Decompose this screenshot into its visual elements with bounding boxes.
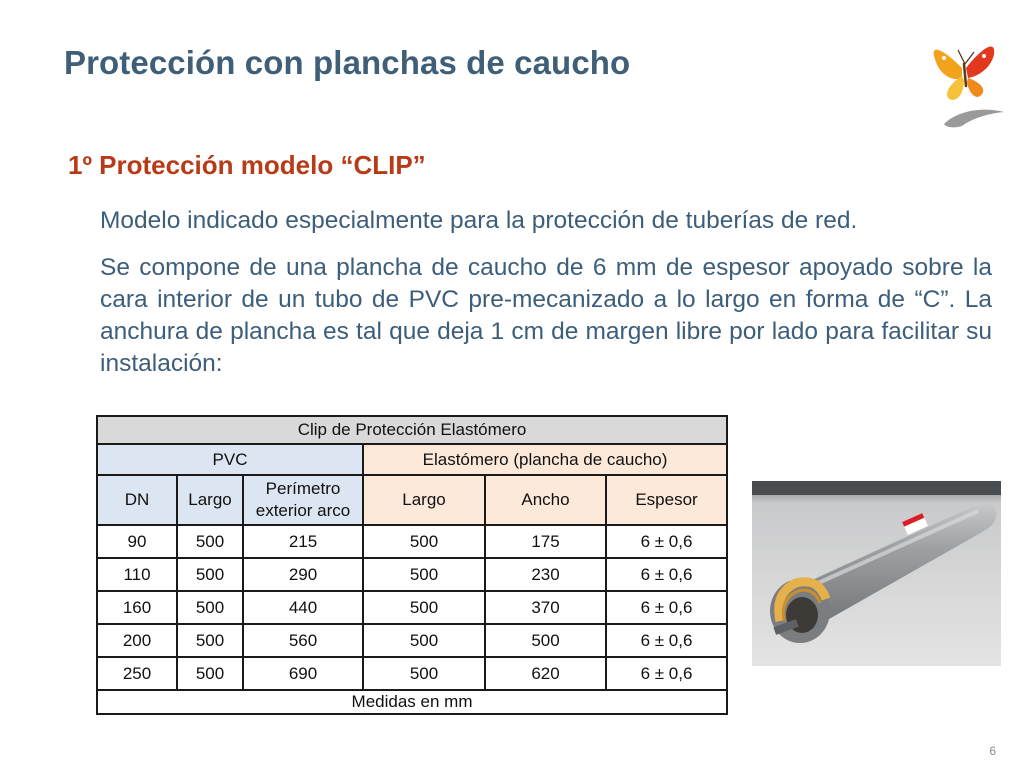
cell-perimetro: 690 bbox=[243, 657, 363, 690]
table-header-row bbox=[97, 475, 727, 525]
cell-ancho: 175 bbox=[485, 525, 606, 558]
table-group-row bbox=[97, 444, 727, 475]
slide-title: Protección con planchas de caucho bbox=[64, 44, 631, 81]
header-espesor: Espesor bbox=[606, 475, 727, 525]
cell-dn: 160 bbox=[97, 591, 177, 624]
butterfly-icon bbox=[922, 28, 1008, 132]
cell-perimetro: 215 bbox=[243, 525, 363, 558]
cell-elast-largo: 500 bbox=[363, 591, 485, 624]
cell-pvc-largo: 500 bbox=[177, 624, 243, 657]
intro-paragraph: Modelo indicado especialmente para la protección de tuberías de red. bbox=[100, 207, 858, 234]
elastomer-group-header: Elastómero (plancha de caucho) bbox=[363, 444, 727, 475]
cell-dn: 90 bbox=[97, 525, 177, 558]
cell-pvc-largo: 500 bbox=[177, 525, 243, 558]
cell-ancho: 230 bbox=[485, 558, 606, 591]
cell-elast-largo: 500 bbox=[363, 525, 485, 558]
cell-elast-largo: 500 bbox=[363, 624, 485, 657]
specs-table bbox=[96, 415, 728, 715]
cell-espesor: 6 ± 0,6 bbox=[606, 558, 727, 591]
table-footer-row bbox=[97, 690, 727, 714]
table-footer: Medidas en mm bbox=[97, 690, 727, 714]
cell-ancho: 500 bbox=[485, 624, 606, 657]
cell-espesor: 6 ± 0,6 bbox=[606, 525, 727, 558]
table-row bbox=[97, 558, 727, 591]
header-elast-largo: Largo bbox=[363, 475, 485, 525]
cell-espesor: 6 ± 0,6 bbox=[606, 591, 727, 624]
cell-dn: 200 bbox=[97, 624, 177, 657]
pvc-clip-protector-photo bbox=[752, 481, 1001, 666]
table-title-row bbox=[97, 416, 727, 444]
cell-elast-largo: 500 bbox=[363, 657, 485, 690]
table-title: Clip de Protección Elastómero bbox=[97, 416, 727, 444]
cell-ancho: 370 bbox=[485, 591, 606, 624]
cell-pvc-largo: 500 bbox=[177, 591, 243, 624]
table-row bbox=[97, 624, 727, 657]
cell-pvc-largo: 500 bbox=[177, 657, 243, 690]
cell-espesor: 6 ± 0,6 bbox=[606, 624, 727, 657]
header-ancho: Ancho bbox=[485, 475, 606, 525]
section-subtitle: 1º Protección modelo “CLIP” bbox=[68, 150, 426, 180]
cell-ancho: 620 bbox=[485, 657, 606, 690]
cell-perimetro: 290 bbox=[243, 558, 363, 591]
header-dn: DN bbox=[97, 475, 177, 525]
cell-dn: 250 bbox=[97, 657, 177, 690]
table-row bbox=[97, 525, 727, 558]
page-number: 6 bbox=[989, 744, 996, 758]
cell-espesor: 6 ± 0,6 bbox=[606, 657, 727, 690]
header-perimetro: Perímetro exterior arco bbox=[243, 475, 363, 525]
cell-elast-largo: 500 bbox=[363, 558, 485, 591]
table-row bbox=[97, 591, 727, 624]
cell-perimetro: 440 bbox=[243, 591, 363, 624]
header-pvc-largo: Largo bbox=[177, 475, 243, 525]
pvc-group-header: PVC bbox=[97, 444, 363, 475]
cell-perimetro: 560 bbox=[243, 624, 363, 657]
cell-dn: 110 bbox=[97, 558, 177, 591]
cell-pvc-largo: 500 bbox=[177, 558, 243, 591]
table-row bbox=[97, 657, 727, 690]
description-paragraph: Se compone de una plancha de caucho de 6 mm de espesor apoyado sobre la cara interior de un tubo de PVC pre-mecanizado a lo largo en forma de “C”. La anchura de plancha es tal que deja 1 cm de margen libre por lado para facilitar su instalación: bbox=[100, 254, 992, 377]
